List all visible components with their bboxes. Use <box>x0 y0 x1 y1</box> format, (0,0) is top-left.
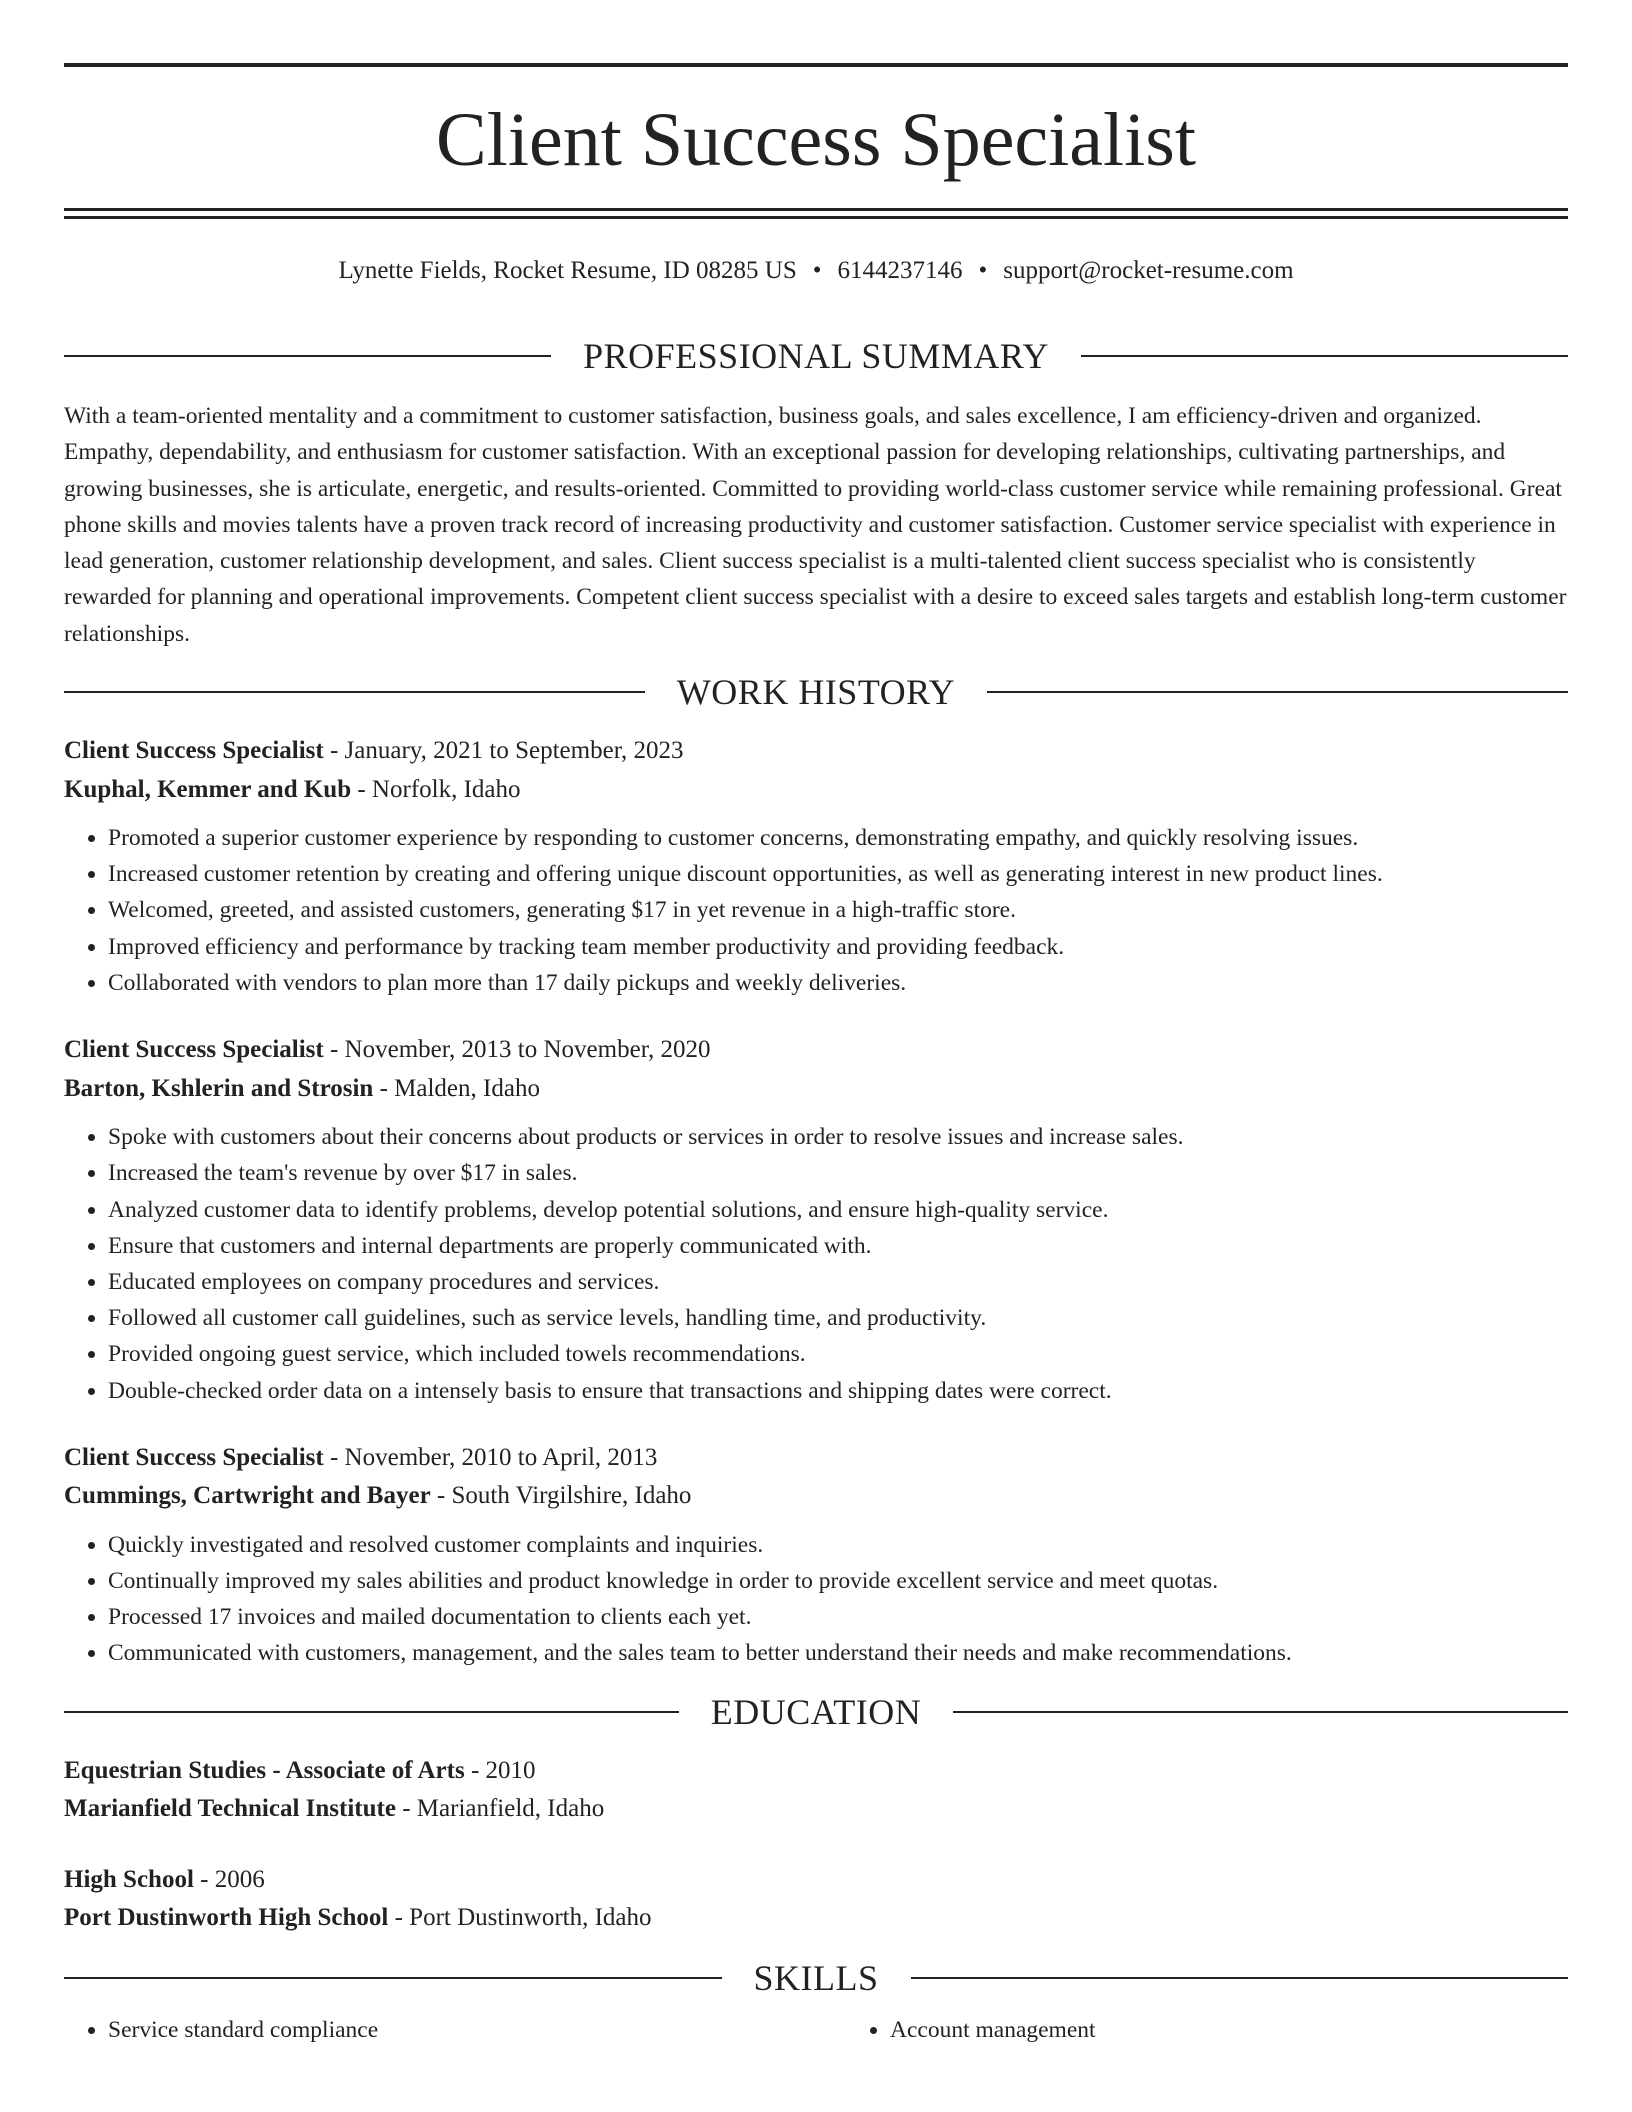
education-location: - Marianfield, Idaho <box>395 1795 605 1823</box>
job-title-line <box>64 1031 1568 1070</box>
job-bullet: • Double-checked order data on a intensely basis to ensure that transactions and shipping dates were correct. <box>108 1373 1568 1409</box>
section-heading-summary <box>64 326 1568 386</box>
section-heading-skills <box>64 1948 1568 2008</box>
education-entry <box>64 1861 1568 1938</box>
education-school-line <box>64 1790 1568 1829</box>
skills-list <box>64 2012 1568 2048</box>
job-bullets <box>64 1119 1568 1409</box>
job-bullet: • Increased the team's revenue by over $17 in sales. <box>108 1155 1568 1191</box>
job-dates: - November, 2013 to November, 2020 <box>323 1036 711 1064</box>
heading-rule-left <box>64 1711 679 1713</box>
section-title: EDUCATION <box>710 1691 922 1732</box>
skill-item: • Account management <box>890 2012 1568 2048</box>
contact-separator: • <box>978 257 988 284</box>
contact-address: Lynette Fields, Rocket Resume, ID 08285 US <box>338 257 797 284</box>
job-entry <box>64 732 1568 1001</box>
job-bullet: • Spoke with customers about their concerns about products or services in order to resolve issues and increase sales. <box>108 1119 1568 1155</box>
education-degree: High School <box>64 1865 194 1893</box>
header-top-rule <box>64 63 1568 67</box>
job-bullet: • Increased customer retention by creating and offering unique discount opportunities, as well as generating interest in new product lines. <box>108 856 1568 892</box>
header-double-rule-upper <box>64 208 1568 211</box>
header-double-rule-lower <box>64 216 1568 219</box>
education-year: - 2006 <box>193 1865 265 1893</box>
skill-item: • Service standard compliance <box>108 2012 786 2048</box>
job-dates: - January, 2021 to September, 2023 <box>323 737 684 765</box>
job-bullet: • Continually improved my sales abilities and product knowledge in order to provide excellent service and meet quotas. <box>108 1563 1568 1599</box>
contact-email: support@rocket-resume.com <box>1003 257 1294 284</box>
job-title: Client Success Specialist <box>64 1036 324 1064</box>
skills-column-right <box>786 2012 1568 2048</box>
resume-content <box>64 326 1568 2048</box>
section-title: PROFESSIONAL SUMMARY <box>583 336 1049 376</box>
job-bullets <box>64 1527 1568 1672</box>
job-company: Kuphal, Kemmer and Kub <box>64 775 352 803</box>
job-bullet: • Analyzed customer data to identify problems, develop potential solutions, and ensure high-quality service. <box>108 1192 1568 1228</box>
heading-rule-left <box>64 691 645 693</box>
job-company-line <box>64 1070 1568 1109</box>
resume-title: Client Success Specialist <box>436 98 1196 182</box>
heading-rule-left <box>64 1977 722 1979</box>
skills-column-left <box>64 2012 786 2048</box>
education-degree: Equestrian Studies - Associate of Arts <box>64 1756 465 1784</box>
heading-rule-right <box>911 1977 1569 1979</box>
summary-text: With a team-oriented mentality and a commitment to customer satisfaction, business goals, and sales excellence, I am efficiency-driven and organized. Empathy, dependability, and enthusiasm for customer satisfaction. With an exceptional passion for developing relationships, cultivating partnerships, and growing businesses, she is articulate, energetic, and results-oriented. Committed to providing world-class customer service while remaining professional. Great phone skills and movies talents have a proven track record of increasing productivity and customer satisfaction. Customer service specialist with experience in lead generation, customer relationship development, and sales. Client success specialist is a multi-talented client success specialist who is consistently rewarded for planning and operational improvements. Competent client success specialist with a desire to exceed sales targets and establish long-term customer relationships. <box>64 403 1567 647</box>
job-bullet: • Followed all customer call guidelines, such as service levels, handling time, and productivity. <box>108 1300 1568 1336</box>
heading-rule-right <box>987 691 1568 693</box>
education-school-line <box>64 1899 1568 1938</box>
job-title: Client Success Specialist <box>64 737 324 765</box>
job-company-line <box>64 1477 1568 1516</box>
job-bullet: • Collaborated with vendors to plan more than 17 daily pickups and weekly deliveries. <box>108 965 1568 1001</box>
job-bullets <box>64 820 1568 1001</box>
section-title: SKILLS <box>753 1957 879 1998</box>
education-school: Marianfield Technical Institute <box>64 1795 396 1823</box>
education-entry <box>64 1752 1568 1829</box>
job-location: - Malden, Idaho <box>373 1074 540 1102</box>
job-bullet: • Promoted a superior customer experience by responding to customer concerns, demonstrating empathy, and quickly resolving issues. <box>108 820 1568 856</box>
education-location: - Port Dustinworth, Idaho <box>388 1904 652 1932</box>
job-company: Barton, Kshlerin and Strosin <box>64 1074 374 1102</box>
job-location: - Norfolk, Idaho <box>351 775 521 803</box>
heading-rule-left <box>64 355 551 357</box>
education-school: Port Dustinworth High School <box>64 1904 389 1932</box>
education-degree-line <box>64 1861 1568 1900</box>
job-location: - South Virgilshire, Idaho <box>430 1482 692 1510</box>
job-bullet: • Ensure that customers and internal departments are properly communicated with. <box>108 1228 1568 1264</box>
job-title-line <box>64 732 1568 771</box>
heading-rule-right <box>953 1711 1568 1713</box>
job-bullet: • Welcomed, greeted, and assisted customers, generating $17 in yet revenue in a high-traffic store. <box>108 892 1568 928</box>
education-year: - 2010 <box>464 1756 536 1784</box>
education-degree-line <box>64 1752 1568 1791</box>
job-title-line <box>64 1439 1568 1478</box>
job-bullet: • Improved efficiency and performance by tracking team member productivity and providing feedback. <box>108 929 1568 965</box>
job-company: Cummings, Cartwright and Bayer <box>64 1482 431 1510</box>
section-heading-education <box>64 1682 1568 1742</box>
heading-rule-right <box>1081 355 1568 357</box>
job-entry <box>64 1439 1568 1672</box>
job-bullet: • Provided ongoing guest service, which included towels recommendations. <box>108 1336 1568 1372</box>
contact-phone: 6144237146 <box>837 257 963 284</box>
job-bullet: • Processed 17 invoices and mailed documentation to clients each yet. <box>108 1599 1568 1635</box>
job-company-line <box>64 771 1568 810</box>
section-heading-work-history <box>64 662 1568 722</box>
job-dates: - November, 2010 to April, 2013 <box>323 1443 658 1471</box>
section-title: WORK HISTORY <box>676 672 956 713</box>
contact-line <box>64 254 1568 288</box>
job-bullet: • Quickly investigated and resolved customer complaints and inquiries. <box>108 1527 1568 1563</box>
job-title: Client Success Specialist <box>64 1443 324 1471</box>
job-bullet: • Communicated with customers, management, and the sales team to better understand their needs and make recommendations. <box>108 1635 1568 1671</box>
contact-separator: • <box>812 257 822 284</box>
job-bullet: • Educated employees on company procedures and services. <box>108 1264 1568 1300</box>
job-entry <box>64 1031 1568 1409</box>
